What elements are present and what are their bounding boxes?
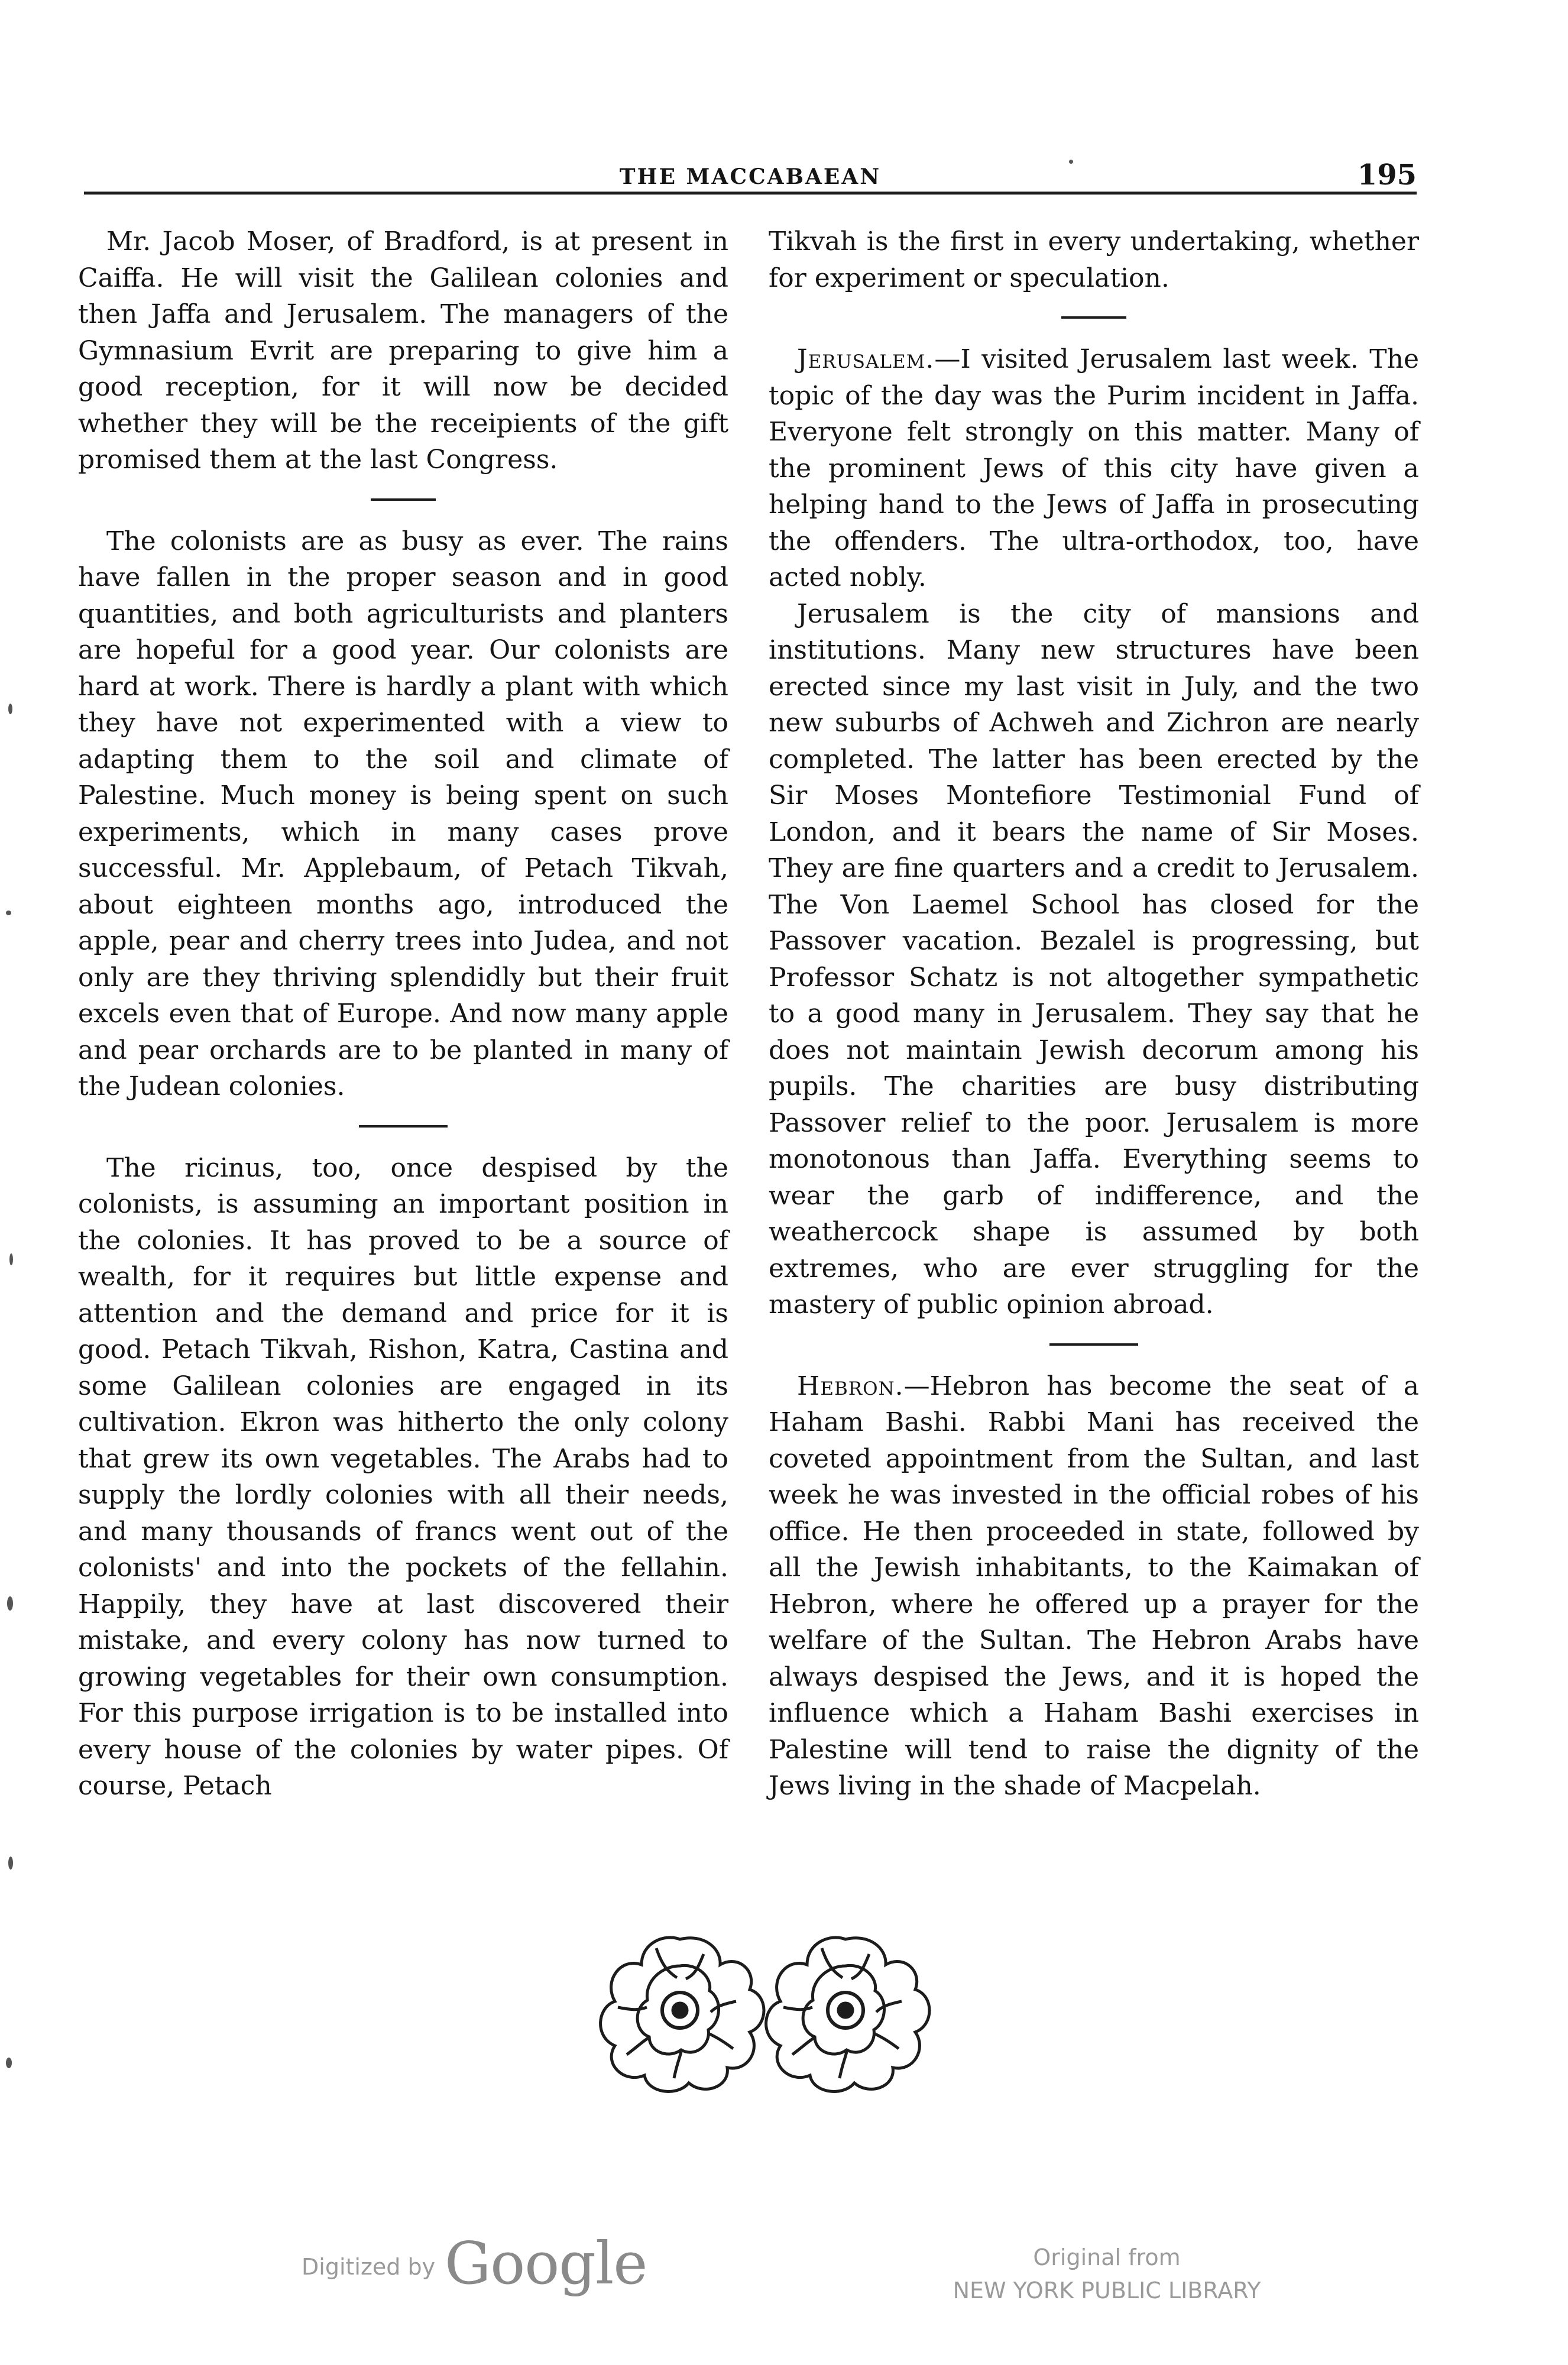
hebron-heading: Hebron. [797,1371,904,1401]
double-rose-ornament-icon [591,1925,934,2102]
margin-speck [8,704,12,714]
jerusalem-heading: Jerusalem. [797,344,935,374]
section-separator [359,1125,448,1128]
margin-speck [9,1253,13,1265]
margin-speck [1069,160,1073,164]
page-number: 195 [1357,158,1417,192]
margin-speck [6,911,11,915]
section-separator [1061,316,1126,319]
running-head [84,158,1417,196]
library-name: NEW YORK PUBLIC LIBRARY [953,2277,1261,2304]
paragraph-jerusalem-2: Jerusalem is the city of mansions and institutions. Many new structures have been erected since my last visit in July, and the two new suburbs of Achweh and Zichron are nearly completed. The latter has been erected by the Sir Moses Montefiore Testimonial Fund of London, and it bears the name of Sir Moses. They are fine quarters and a credit to Jerusalem. The Von Laemel School has closed for the Passover vacation. Bezalel is progressing, but Professor Schatz is not altogether sympathetic to a good many in Jerusalem. They say that he does not maintain Jewish decorum among his pupils. The charities are busy distributing Passover relief to the poor. Jerusalem is more monotonous than Jaffa. Everything seems to wear the garb of indifference, and the weathercock shape is assumed by both extremes, who are ever struggling for the mastery of public opinion abroad. [769,598,1419,1320]
margin-speck [6,2058,12,2068]
running-title: THE MACCABAEAN [619,164,882,189]
right-column [769,223,1419,1804]
left-column [78,223,728,1804]
hebron-text: —Hebron has become the seat of a Haham Bashi. Rabbi Mani has received the coveted appointment from the Sultan, and last week he was invested in the official robes of his office. He then proceeded in state, followed by all the Jewish inhabitants, to the Kaimakan of Hebron, where he offered up a prayer for the welfare of the Sultan. The Hebron Arabs have always despised the Jews, and it is hoped the influence which a Haham Bashi exercises in Palestine will tend to raise the dignity of the Jews living in the shade of Macpelah. [769,1371,1419,1801]
original-from-block [918,2241,1296,2307]
paragraph-continuation: Tikvah is the first in every undertaking, whether for experiment or speculation. [769,226,1419,293]
margin-speck [8,1857,13,1870]
paragraph-hebron [769,1368,1419,1804]
paragraph-moser: Mr. Jacob Moser, of Bradford, is at present in Caiffa. He will visit the Galilean colonies and then Jaffa and Jerusalem. The managers of the Gymnasium Evrit are preparing to give him a good reception, for it will now be decided whether they will be the receipients of the gift promised them at the last Congress. [78,226,728,475]
google-logo: Google [445,2230,647,2298]
section-separator [371,498,436,501]
paragraph-colonists: The colonists are as busy as ever. The rains have fallen in the proper season and in good quantities, and both agriculturists and planters are hopeful for a good year. Our colonists are hard at work. There is hardly a plant with which they have not experimented with a view to adapting them to the soil and climate of Palestine. Much money is being spent on such experiments, which in many cases prove successful. Mr. Applebaum, of Petach Tikvah, about eighteen months ago, introduced the apple, pear and cherry trees into Judea, and not only are they thriving splendidly but their fruit excels even that of Europe. And now many apple and pear orchards are to be planted in many of the Judean colonies. [78,526,728,1101]
margin-speck [7,1596,13,1611]
original-from-label: Original from [1033,2244,1181,2270]
paragraph-jerusalem-1 [769,341,1419,596]
header-rule [84,192,1417,195]
section-separator [1049,1343,1138,1346]
paragraph-ricinus: The ricinus, too, once despised by the colonists, is assuming an important position in the colonies. It has proved to be a source of wealth, for it requires but little expense and attention and the demand and price for it is good. Petach Tikvah, Rishon, Katra, Castina and some Galilean colonies are engaged in its cultivation. Ekron was hitherto the only colony that grew its own vegetables. The Arabs had to supply the lordly colonies with all their needs, and many thousands of francs went out of the colonists' and into the pockets of the fellahin. Happily, they have at last discovered their mistake, and every colony has now turned to growing vegetables for their own consumption. For this purpose irrigation is to be installed into every house of the colonies by water pipes. Of course, Petach [78,1152,728,1801]
digitized-by-label: Digitized by [302,2254,436,2280]
jerusalem-text: —I visited Jerusalem last week. The topic of the day was the Purim incident in Jaffa. Everyone felt strongly on this matter. Many of the prominent Jews of this city have given a helping hand to the Jews of Jaffa in prosecuting the offenders. The ultra-orthodox, too, have acted nobly. [769,344,1419,592]
